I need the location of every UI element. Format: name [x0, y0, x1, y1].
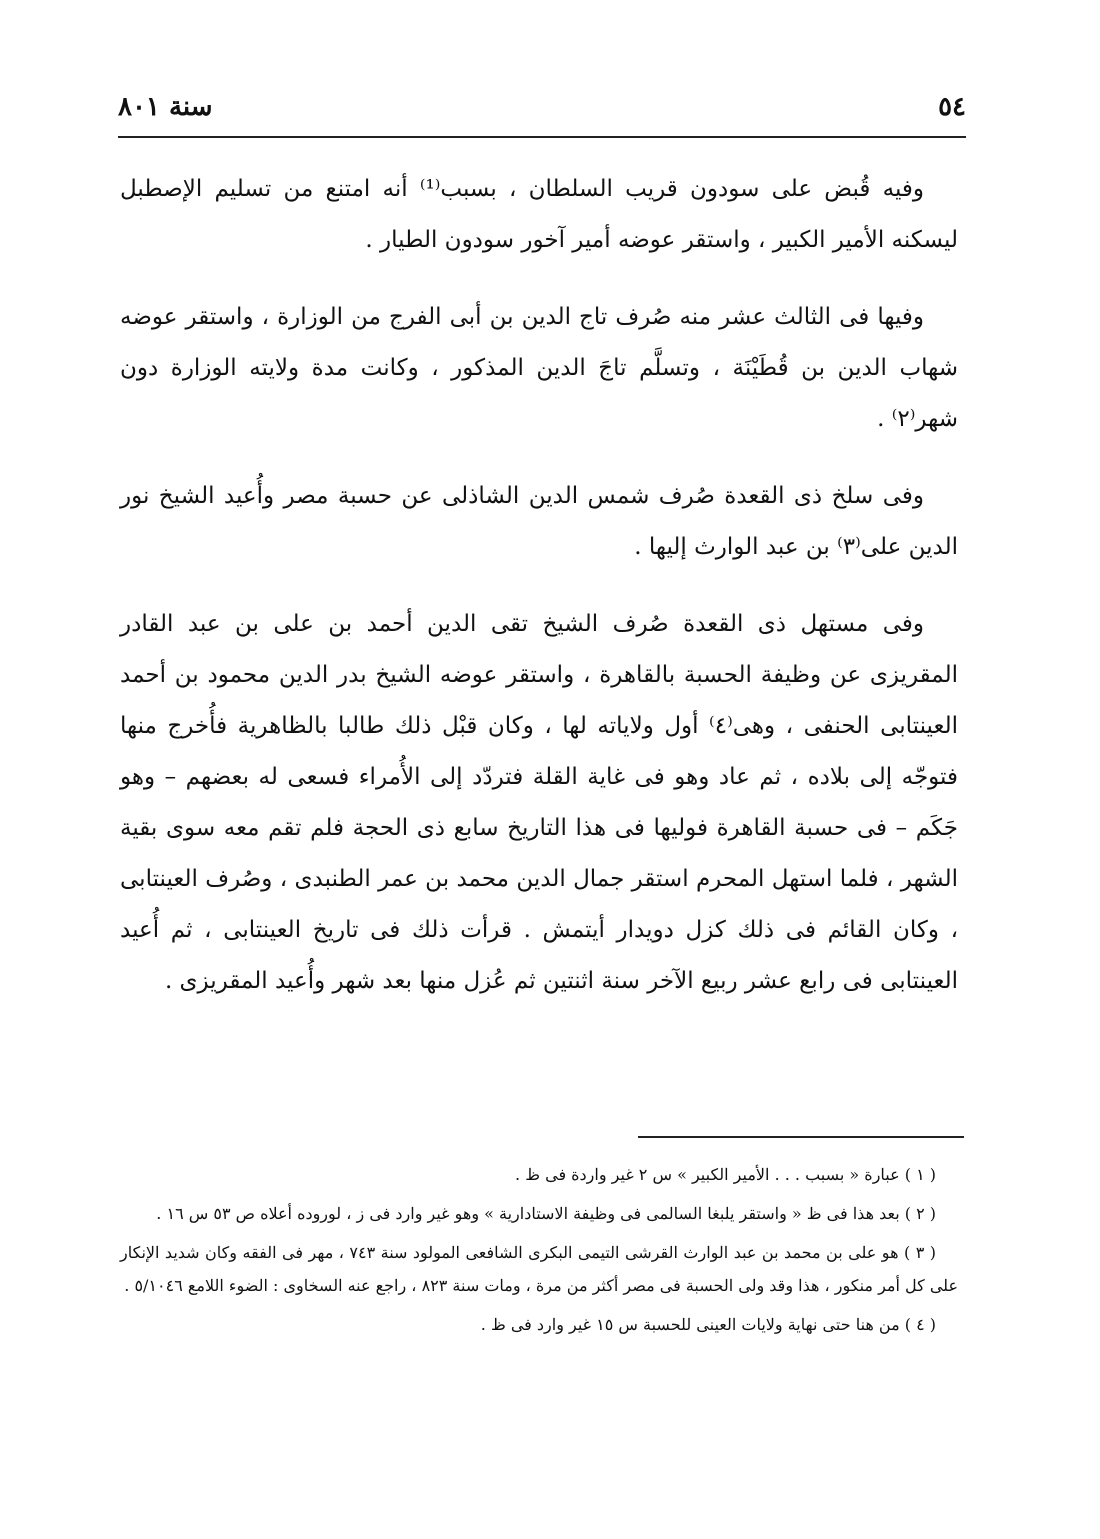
- footnote-separator: [638, 1136, 964, 1138]
- footnotes: [120, 1158, 958, 1347]
- running-head-year: سنة ٨٠١: [118, 92, 213, 122]
- paragraph: وفيها فى الثالث عشر منه صُرف تاج الدين بن أبى الفرج من الوزارة ، واستقر عوضه شهاب الدين بن قُطَيْنَة ، وتسلَّم تاجَ الدين المذكور ، وكانت مدة ولايته الوزارة دون شهر⁽٢⁾ .: [120, 304, 958, 432]
- page-header: [118, 92, 966, 132]
- header-rule: [118, 136, 966, 138]
- footnote: ( ٣ ) هو على بن محمد بن عبد الوارث القرشى التيمى البكرى الشافعى المولود سنة ٧٤٣ ، مهر فى الفقه وكان شديد الإنكار على كل أمر منكور ، هذا وقد ولى الحسبة فى مصر أكثر من مرة ، ومات سنة ٨٢٣ ، راجع عنه السخاوى : الضوء اللامع ٥/١٠٤٦ .: [120, 1243, 958, 1295]
- main-text: [120, 164, 958, 1033]
- paragraph: وفى مستهل ذى القعدة صُرف الشيخ تقى الدين أحمد بن على بن عبد القادر المقريزى عن وظيفة الحسبة بالقاهرة ، واستقر عوضه الشيخ بدر الدين محمود بن أحمد العينتابى الحنفى ، وهى⁽٤⁾ أول ولاياته لها ، وكان قبْل ذلك طالبا بالظاهرية فأُخرج منها فتوجّه إلى بلاده ، ثم عاد وهو فى غاية القلة فتردّد إلى الأُمراء فسعى له بعضهم – وهو جَكَم – فى حسبة القاهرة فوليها فى هذا التاريخ سابع ذى الحجة فلم تقم معه سوى بقية الشهر ، فلما استهل المحرم استقر جمال الدين محمد بن عمر الطنبدى ، وصُرف العينتابى ، وكان القائم فى ذلك كزل دويدار أيتمش . قرأت ذلك فى تاريخ العينتابى ، ثم أُعيد العينتابى فى رابع عشر ربيع الآخر سنة اثنتين ثم عُزل منها بعد شهر وأُعيد المقريزى .: [120, 611, 958, 994]
- page-number: ٥٤: [938, 92, 966, 122]
- footnote: ( ١ ) عبارة « بسبب . . . الأمير الكبير » س ٢ غير واردة فى ظ .: [515, 1165, 936, 1184]
- paragraph: وفيه قُبض على سودون قريب السلطان ، بسبب⁽¹⁾ أنه امتنع من تسليم الإصطبل ليسكنه الأمير الكبير ، واستقر عوضه أمير آخور سودون الطيار .: [120, 176, 958, 253]
- footnote: ( ٢ ) بعد هذا فى ظ « واستقر يلبغا السالمى فى وظيفة الاستادارية » وهو غير وارد فى ز ، لوروده أعلاه ص ٥٣ س ١٦ .: [156, 1204, 936, 1223]
- paragraph: وفى سلخ ذى القعدة صُرف شمس الدين الشاذلى عن حسبة مصر وأُعيد الشيخ نور الدين على⁽٣⁾ بن عبد الوارث إليها .: [120, 483, 958, 560]
- footnote: ( ٤ ) من هنا حتى نهاية ولايات العينى للحسبة س ١٥ غير وارد فى ظ .: [480, 1315, 936, 1334]
